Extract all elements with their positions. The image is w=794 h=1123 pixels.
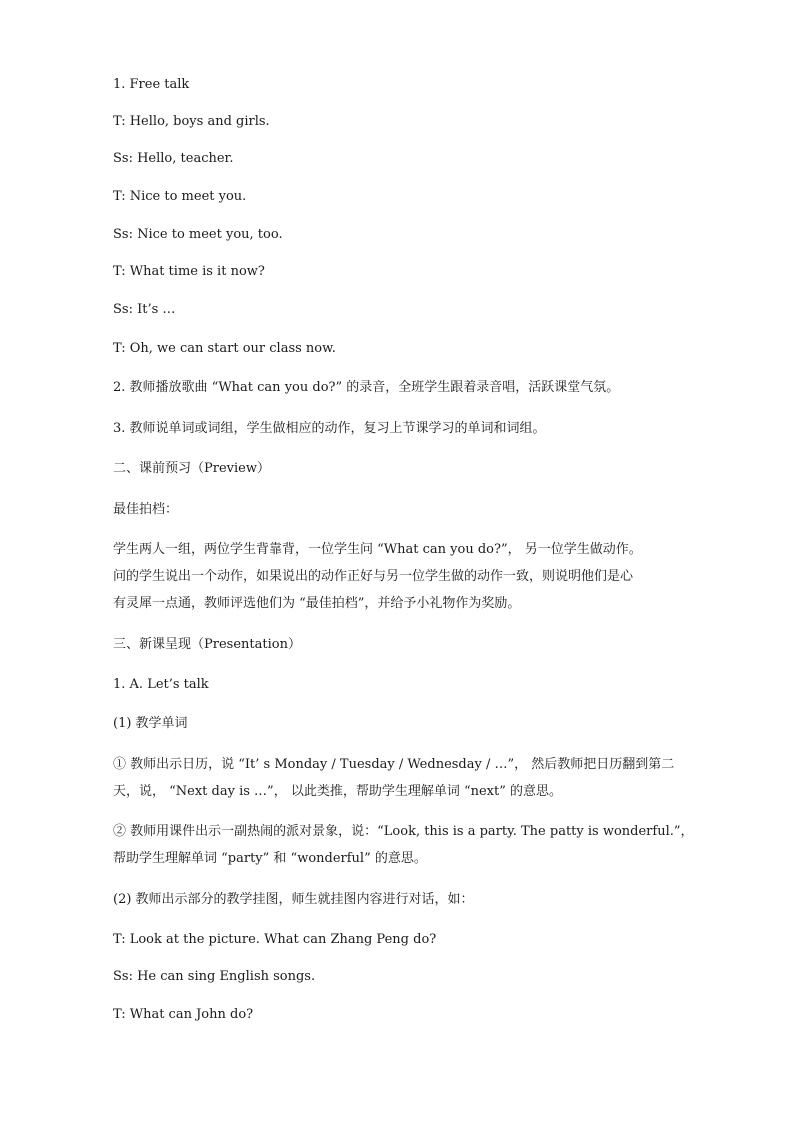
dialogue-line: Ss: It’s … [113, 302, 176, 317]
section-heading-presentation: 三、新课呈现（Presentation） [113, 637, 301, 652]
step-picture-dialogue: (2) 教师出示部分的教学挂图，师生就挂图内容进行对话，如： [113, 892, 474, 907]
dialogue-line: Ss: He can sing English songs. [113, 969, 316, 984]
item1-line-2: 天，说， “Next day is …”， 以此类推，帮助学生理解单词 “next” 的意思。 [113, 784, 563, 799]
item1-line-1: ① 教师出示日历，说 “It’ s Monday / Tuesday / Wednesday / …”， 然后教师把日历翻到第二 [113, 757, 675, 772]
dialogue-line: Ss: Hello, teacher. [113, 151, 234, 166]
step-words: 3. 教师说单词或词组，学生做相应的动作，复习上节课学习的单词和词组。 [113, 421, 546, 436]
subheading-teach-words: (1) 教学单词 [113, 716, 188, 731]
item2-line-2: 帮助学生理解单词 “party” 和 “wonderful” 的意思。 [113, 851, 427, 866]
subheading-best-partner: 最佳拍档： [113, 502, 179, 517]
dialogue-line: T: What can John do? [113, 1007, 254, 1022]
dialogue-line: Ss: Nice to meet you, too. [113, 227, 283, 242]
item2-line-1: ② 教师用课件出示一副热闹的派对景象，说：“Look, this is a party. The patty is wonderful.”， [113, 824, 694, 839]
best-partner-line-3: 有灵犀一点通，教师评选他们为 “最佳拍档”，并给予小礼物作为奖励。 [113, 596, 521, 611]
dialogue-line: T: Oh, we can start our class now. [113, 341, 336, 356]
best-partner-text: 学生两人一组，两位学生背靠背，一位学生问 “What can you do?”， 另一位学生做动作。 [113, 542, 642, 557]
step-song: 2. 教师播放歌曲 “What can you do?” 的录音，全班学生跟着录音唱，活跃课堂气氛。 [113, 380, 620, 395]
best-partner-line-1 [113, 541, 693, 559]
dialogue-line: T: What time is it now? [113, 264, 265, 279]
dialogue-line: T: Hello, boys and girls. [113, 114, 270, 129]
dialogue-line: T: Nice to meet you. [113, 189, 247, 204]
section-heading-free-talk: 1. Free talk [113, 77, 190, 92]
dialogue-line: T: Look at the picture. What can Zhang Peng do? [113, 932, 437, 947]
subheading-lets-talk: 1. A. Let’s talk [113, 677, 209, 692]
section-heading-preview: 二、课前预习（Preview） [113, 461, 270, 476]
best-partner-line-2: 问的学生说出一个动作，如果说出的动作正好与另一位学生做的动作一致，则说明他们是心 [113, 569, 634, 584]
